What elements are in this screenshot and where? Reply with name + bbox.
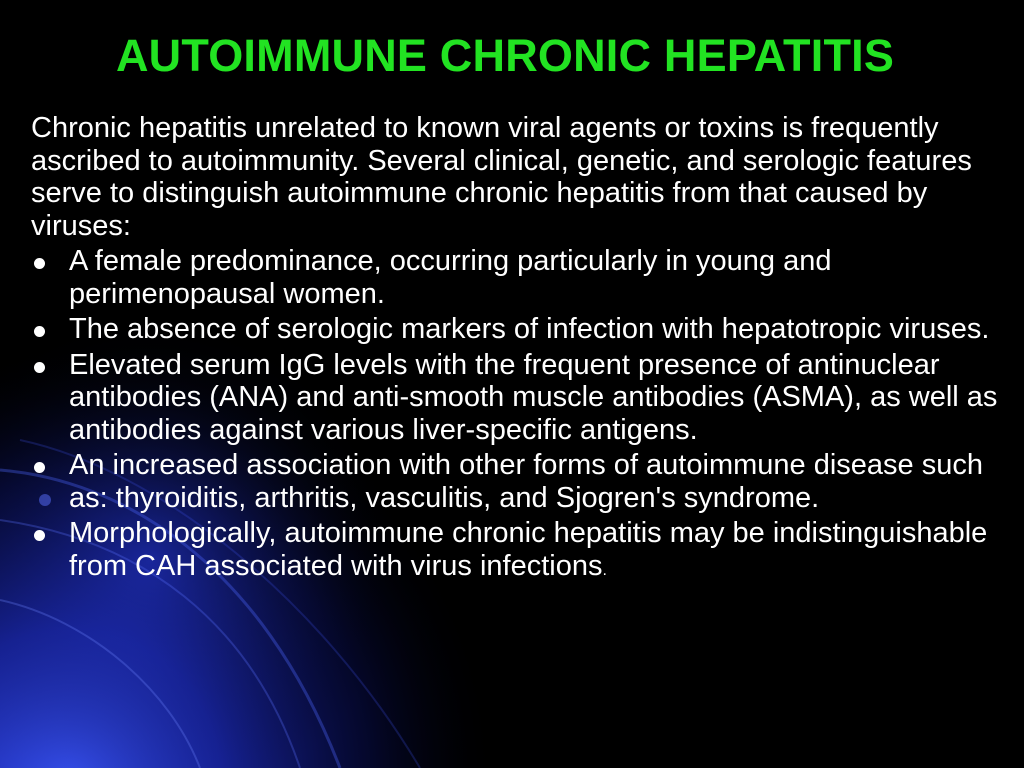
list-item [31, 517, 1016, 587]
bullet-text: An increased association with other forms of autoimmune disease such as: thyroiditis, arthritis, vasculitis, and Sjogren's syndrome. [69, 449, 983, 514]
bullet-text: Elevated serum IgG levels with the frequent presence of antinuclear antibodies (ANA) and anti-smooth muscle antibodies (ASMA), as well as antibodies against various liver-specific antigens. [69, 348, 998, 446]
list-item [31, 313, 1016, 346]
slide-title: AUTOIMMUNE CHRONIC HEPATITIS [115, 30, 895, 81]
trailing-period: . [602, 561, 607, 579]
bullet-text-container [69, 517, 987, 582]
bullet-dot-icon [34, 326, 45, 337]
bullet-dot-icon [34, 530, 45, 541]
list-item [31, 245, 1016, 310]
bullet-dot-icon [34, 258, 45, 269]
list-item [31, 449, 1016, 514]
intro-paragraph: Chronic hepatitis unrelated to known viral agents or toxins is frequently ascribed to autoimmunity. Several clinical, genetic, and serologic features serve to distinguish autoimmune chronic hepatitis from that caused by viruses: [31, 112, 972, 242]
list-item [31, 349, 1016, 447]
bullet-text: The absence of serologic markers of infection with hepatotropic viruses. [69, 313, 990, 345]
bullet-dot-icon [34, 362, 45, 373]
slide-body [31, 112, 1016, 590]
bullet-dot-icon [34, 462, 45, 473]
bullet-list [31, 245, 1016, 587]
bullet-text: Morphologically, autoimmune chronic hepatitis may be indistinguishable from CAH associated with virus infections [69, 517, 988, 582]
bullet-text: A female predominance, occurring particularly in young and perimenopausal women. [69, 245, 832, 310]
